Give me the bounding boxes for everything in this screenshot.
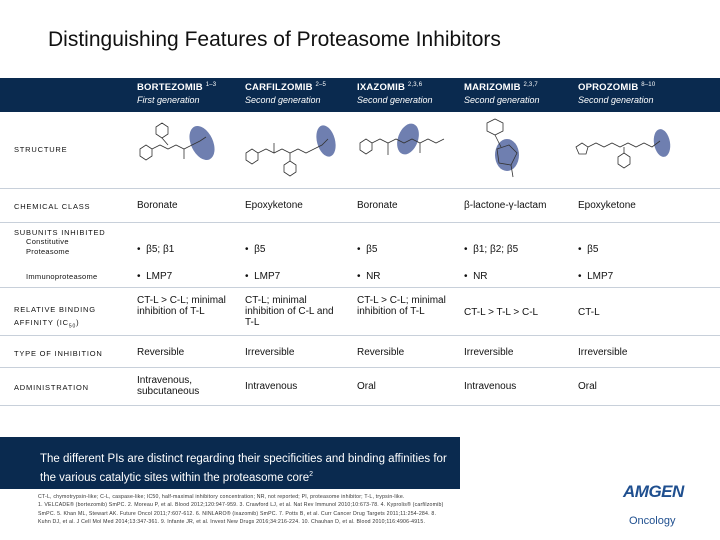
- generation-oprozomib: Second generation: [578, 95, 654, 105]
- chemical-class-carfilzomib: Epoxyketone: [245, 200, 303, 211]
- chemical-class-marizomib: β-lactone-γ-lactam: [464, 200, 547, 211]
- divider: [0, 335, 720, 336]
- affinity-marizomib: CT-L > T-L > C-L: [464, 307, 539, 318]
- affinity-carfilzomib: CT-L; minimal inhibition of C-L and T-L: [245, 295, 334, 328]
- drug-name-carfilzomib: CARFILZOMIB $^{2-5}$: [245, 82, 327, 94]
- structure-marizomib: [465, 113, 555, 188]
- footnote-references: SmPC. 5. Khan ML, Stewart AK. Future Oncol 2011;7:607-612. 6. NINLARO® (ixazomib) SmPC. 7. Potts B, et al. Curr Cancer Drug Targets 2011;11:254-284. 8.: [38, 510, 437, 517]
- divider: [0, 222, 720, 223]
- row-label-structure: STRUCTURE: [14, 145, 68, 154]
- divider: [0, 405, 720, 406]
- constitutive-bortezomib: • β5; β1: [137, 244, 175, 255]
- row-label-administration: ADMINISTRATION: [14, 383, 89, 392]
- divider: [0, 367, 720, 368]
- structure-oprozomib: [570, 113, 680, 185]
- inhibition-bortezomib: Reversible: [137, 347, 185, 358]
- immuno-ixazomib: • NR: [357, 271, 381, 282]
- constitutive-ixazomib: • β5: [357, 244, 378, 255]
- immuno-carfilzomib: • LMP7: [245, 271, 281, 282]
- oncology-label: Oncology: [629, 515, 676, 527]
- administration-bortezomib: Intravenous, subcutaneous: [137, 375, 200, 397]
- structure-ixazomib: [352, 113, 457, 185]
- chemical-class-bortezomib: Boronate: [137, 200, 178, 211]
- drug-name-bortezomib: BORTEZOMIB $^{1-3}$: [137, 82, 217, 94]
- row-sublabel-constitutive: Constitutive Proteasome: [26, 237, 70, 256]
- structure-bortezomib: [132, 113, 232, 185]
- constitutive-marizomib: • β1; β2; β5: [464, 244, 519, 255]
- inhibition-ixazomib: Reversible: [357, 347, 405, 358]
- immuno-oprozomib: • LMP7: [578, 271, 614, 282]
- row-label-inhibition: TYPE OF INHIBITION: [14, 349, 103, 358]
- administration-ixazomib: Oral: [357, 381, 376, 392]
- row-label-affinity: RELATIVE BINDING AFFINITY $(IC_{50})$: [14, 305, 96, 330]
- structure-carfilzomib: [240, 113, 350, 185]
- chemical-class-oprozomib: Epoxyketone: [578, 200, 636, 211]
- generation-bortezomib: First generation: [137, 95, 200, 105]
- drug-name-marizomib: MARIZOMIB $^{2,3,7}$: [464, 82, 538, 94]
- row-label-chemical-class: CHEMICAL CLASS: [14, 202, 91, 211]
- divider: [0, 188, 720, 189]
- generation-carfilzomib: Second generation: [245, 95, 321, 105]
- chemical-class-ixazomib: Boronate: [357, 200, 398, 211]
- drug-name-oprozomib: OPROZOMIB $^{8-10}$: [578, 82, 656, 94]
- footnote-abbreviations: CT-L, chymotrypsin-like; C-L, caspase-like; IC50, half-maximal inhibitory concentration; NR, not reported; PI, proteasome inhibitor; T-L, trypsin-like.: [38, 494, 405, 500]
- footnote-references: Kuhn DJ, et al. J Cell Mol Med 2014;13:347-361. 9. Infante JR, et al. Invest New Drugs 2016;34:216-224. 10. Chauhan D, et al. Blood 2010;116:4906-4915.: [38, 519, 426, 526]
- inhibition-oprozomib: Irreversible: [578, 347, 628, 358]
- affinity-oprozomib: CT-L: [578, 307, 600, 318]
- row-label-subunits: SUBUNITS INHIBITED: [14, 228, 106, 237]
- generation-marizomib: Second generation: [464, 95, 540, 105]
- drug-name-ixazomib: IXAZOMIB $^{2,3,6}$: [357, 82, 423, 94]
- footnote-references: 1. VELCADE® (bortezomib) SmPC. 2. Moreau P, et al. Blood 2012;120:947-959. 3. Crawford LJ, et al. Nat Rev Immunol 2010;10:673-78. 4. Kyprolis® (carfilzomib): [38, 502, 444, 509]
- generation-ixazomib: Second generation: [357, 95, 433, 105]
- affinity-bortezomib: CT-L > C-L; minimal inhibition of T-L: [137, 295, 226, 317]
- administration-oprozomib: Oral: [578, 381, 597, 392]
- inhibition-carfilzomib: Irreversible: [245, 347, 295, 358]
- footnotes: [38, 493, 598, 527]
- affinity-ixazomib: CT-L > C-L; minimal inhibition of T-L: [357, 295, 446, 317]
- slide-title: Distinguishing Features of Proteasome Inhibitors: [48, 28, 501, 51]
- inhibition-marizomib: Irreversible: [464, 347, 514, 358]
- row-sublabel-immunoproteasome: Immunoproteasome: [26, 272, 98, 281]
- amgen-logo: AMGEN: [623, 482, 684, 501]
- constitutive-carfilzomib: • β5: [245, 244, 266, 255]
- immuno-bortezomib: • LMP7: [137, 271, 173, 282]
- administration-carfilzomib: Intravenous: [245, 381, 298, 392]
- administration-marizomib: Intravenous: [464, 381, 517, 392]
- constitutive-oprozomib: • β5: [578, 244, 599, 255]
- divider: [0, 287, 720, 288]
- immuno-marizomib: • NR: [464, 271, 488, 282]
- takeaway-text: The different PIs are distinct regarding their specificities and binding affinities for the various catalytic sites within the proteasome core$^2$: [40, 453, 447, 484]
